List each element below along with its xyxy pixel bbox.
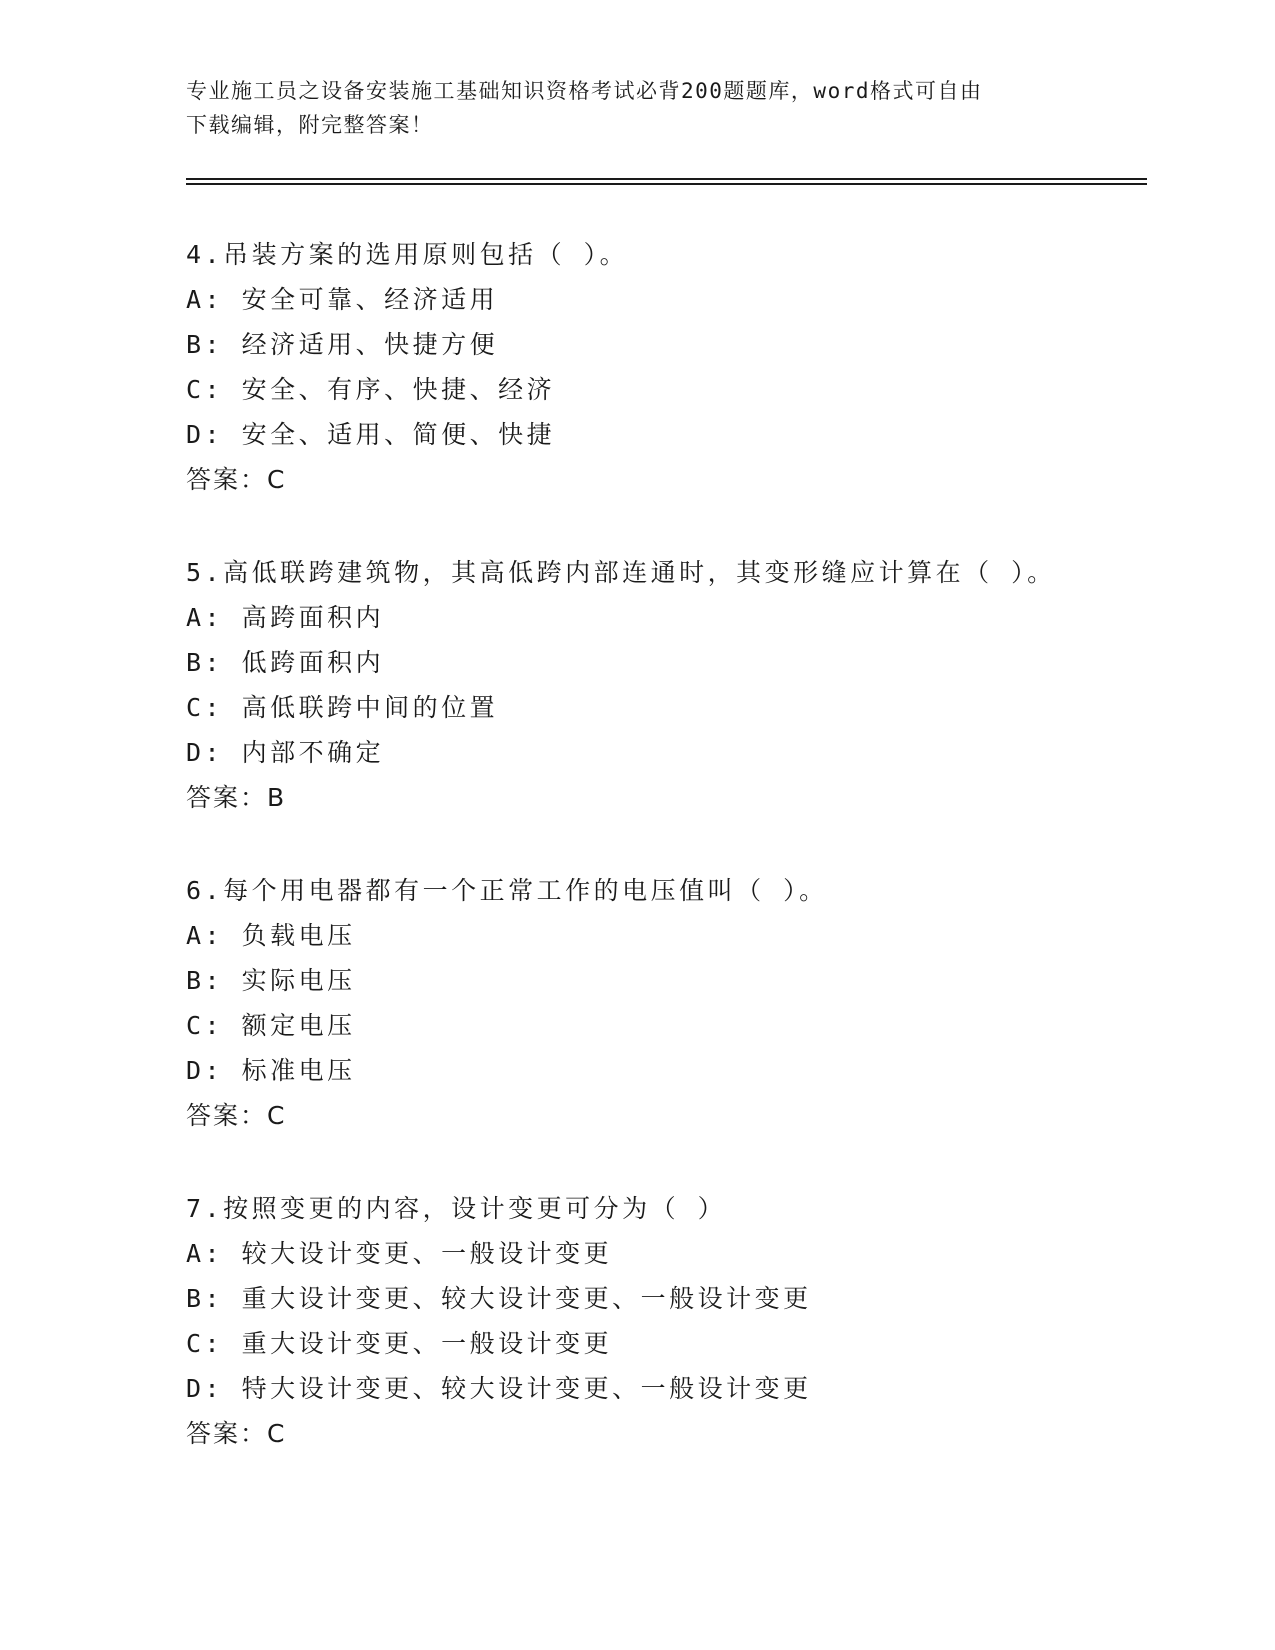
option-d: D: 特大设计变更、较大设计变更、一般设计变更: [186, 1374, 812, 1403]
header-line-1: 专业施工员之设备安装施工基础知识资格考试必背200题题库，word格式可自由: [186, 79, 983, 103]
question-5: [186, 550, 1146, 868]
option-b: B: 实际电压: [186, 966, 356, 995]
answer: 答案：C: [186, 465, 287, 494]
option-c: C: 重大设计变更、一般设计变更: [186, 1329, 613, 1358]
option-a: A: 安全可靠、经济适用: [186, 285, 499, 314]
option-a: A: 负载电压: [186, 921, 356, 950]
option-d: D: 标准电压: [186, 1056, 356, 1085]
answer: 答案：B: [186, 783, 287, 812]
question-6: [186, 868, 1146, 1186]
option-c: C: 额定电压: [186, 1011, 356, 1040]
question-stem: 4.吊装方案的选用原则包括（ ）。: [186, 240, 629, 269]
question-4: [186, 232, 1146, 550]
question-list: [186, 232, 1146, 1504]
option-c: C: 高低联跨中间的位置: [186, 693, 499, 722]
document-header: [186, 74, 1086, 142]
question-stem: 5.高低联跨建筑物，其高低跨内部连通时，其变形缝应计算在（ ）。: [186, 558, 1056, 587]
option-b: B: 经济适用、快捷方便: [186, 330, 499, 359]
option-b: B: 低跨面积内: [186, 648, 385, 677]
header-rule-bottom: [186, 183, 1147, 185]
option-a: A: 较大设计变更、一般设计变更: [186, 1239, 613, 1268]
option-d: D: 安全、适用、简便、快捷: [186, 420, 556, 449]
question-stem: 6.每个用电器都有一个正常工作的电压值叫（ ）。: [186, 876, 828, 905]
option-b: B: 重大设计变更、较大设计变更、一般设计变更: [186, 1284, 812, 1313]
header-rule-top: [186, 178, 1147, 180]
header-line-2: 下载编辑，附完整答案！: [186, 113, 434, 137]
answer: 答案：C: [186, 1101, 287, 1130]
option-a: A: 高跨面积内: [186, 603, 385, 632]
option-d: D: 内部不确定: [186, 738, 385, 767]
option-c: C: 安全、有序、快捷、经济: [186, 375, 556, 404]
question-7: [186, 1186, 1146, 1504]
answer: 答案：C: [186, 1419, 287, 1448]
question-stem: 7.按照变更的内容，设计变更可分为（ ）: [186, 1194, 727, 1223]
